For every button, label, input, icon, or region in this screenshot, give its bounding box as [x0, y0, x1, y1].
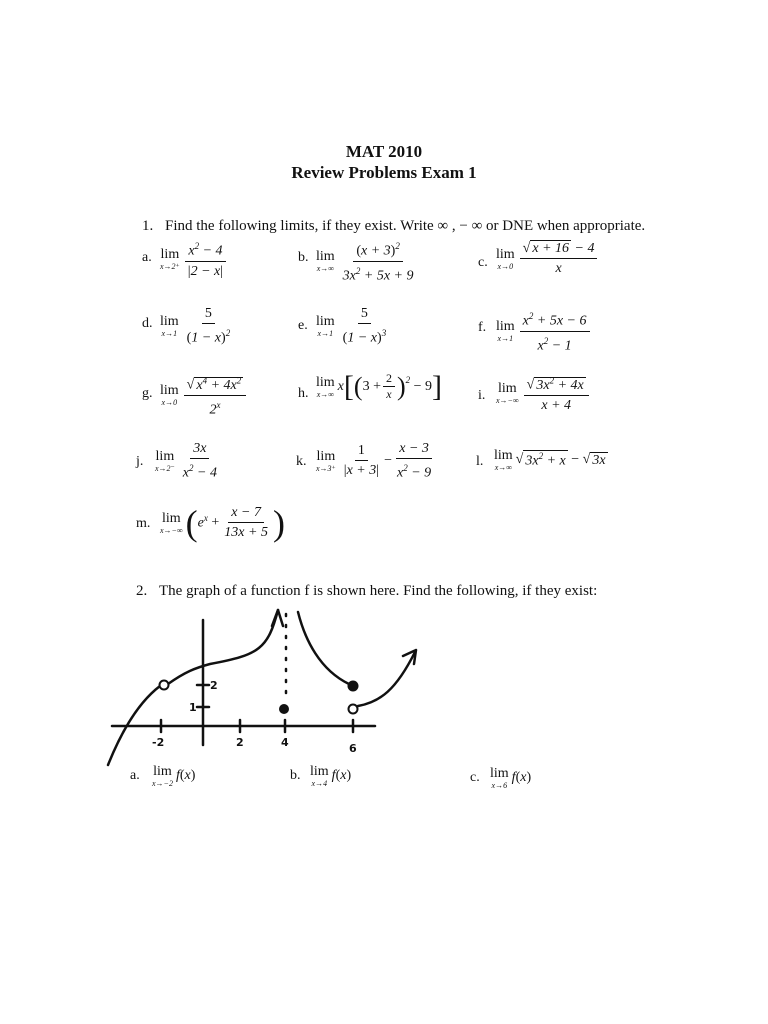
course-code: MAT 2010: [345, 142, 423, 161]
question-1-instruction: Find the following limits, if they exist. Write ∞ , − ∞ or DNE when appropriate.: [165, 218, 646, 234]
question-2-number: 2.: [136, 583, 148, 599]
problem-k-label: k.: [296, 454, 307, 469]
filled-point: [348, 681, 359, 692]
y-tick-label: 1: [189, 701, 197, 714]
question-2: [136, 583, 597, 600]
problem-j: lim x→2⁻ $\frac{3x}{x^2 - 4}$: [155, 441, 217, 481]
problem-f-label: f.: [478, 320, 487, 335]
problem-h: lim x→∞ x [ ( 3 + $\frac{2}{x}$ ) $^2$ − 9 ]: [316, 369, 443, 403]
part-c-label: c.: [470, 770, 480, 785]
curve-right-branch: [298, 612, 349, 684]
problem-l-label: l.: [476, 454, 484, 469]
problem-c-label: c.: [478, 255, 488, 270]
part-a-label: a.: [130, 768, 140, 783]
problem-d: lim x→1 $\frac{5}{(1 - x)^2}$: [160, 306, 231, 346]
problem-a-label: a.: [142, 250, 152, 265]
part-b-label: b.: [290, 768, 301, 783]
problem-e-label: e.: [298, 318, 308, 333]
page-title: Review Problems Exam 1: [291, 163, 477, 182]
curve-tail-branch: [358, 652, 415, 706]
problem-j-label: j.: [136, 454, 144, 469]
x-tick-label: 6: [349, 742, 357, 755]
open-point: [349, 705, 358, 714]
arrow-up-icon: [272, 610, 283, 626]
problem-b-label: b.: [298, 250, 309, 265]
part-a: lim x→−2 f ( x ): [152, 764, 196, 788]
problem-m-label: m.: [136, 516, 151, 531]
problem-f: lim x→1 $\frac{x^2 + 5x - 6}{x^2 - 1}$: [496, 308, 592, 354]
problem-a: lim x→2⁺ $\frac{x^2 - 4}{|2 - x|}$: [160, 238, 228, 280]
curve-middle-branch: [168, 610, 278, 684]
x-tick-label: -2: [152, 736, 165, 749]
function-graph: [100, 600, 430, 770]
problem-b: lim x→∞ $\frac{(x + 3)^2}{3x^2 + 5x + 9}$: [316, 238, 419, 284]
problem-i-label: i.: [478, 388, 486, 403]
filled-point: [279, 704, 289, 714]
part-b: lim x→4 f ( x ): [310, 764, 352, 788]
problem-h-label: h.: [298, 386, 309, 401]
y-tick-label: 2: [210, 679, 218, 692]
problem-l: lim x→∞ √ $3x^2 + x$ − √ 3x: [494, 448, 606, 472]
problem-i: lim x→−∞ $\frac{√ 3x^2 + 4x}{x + 4}$: [496, 372, 591, 414]
question-1-number: 1.: [142, 218, 154, 234]
problem-k: lim x→3⁺ $\frac{1}{|x + 3|}$ − $\frac{x - 3}{x^2 - 9}$: [316, 441, 432, 481]
problem-d-label: d.: [142, 316, 153, 331]
question-1: [142, 218, 645, 235]
problem-g: lim x→0 $\frac{√ x^4 + 4x^2}{2^x}$: [160, 372, 248, 418]
problem-m: lim x→−∞ ( $e^x$ + $\frac{x - 7}{13x + 5}$ ): [160, 502, 285, 543]
question-2-text: The graph of a function f is shown here. Find the following, if they exist:: [159, 583, 598, 599]
problem-c: lim x→0 $\frac{√ x + 16 - 4}{x}$: [496, 240, 599, 277]
x-tick-label: 4: [281, 736, 289, 749]
open-point: [160, 681, 169, 690]
x-tick-label: 2: [236, 736, 244, 749]
problem-g-label: g.: [142, 386, 153, 401]
problem-e: lim x→1 $\frac{5}{(1 - x)^3}$: [316, 306, 387, 346]
part-c: lim x→6 f ( x ): [490, 766, 532, 790]
